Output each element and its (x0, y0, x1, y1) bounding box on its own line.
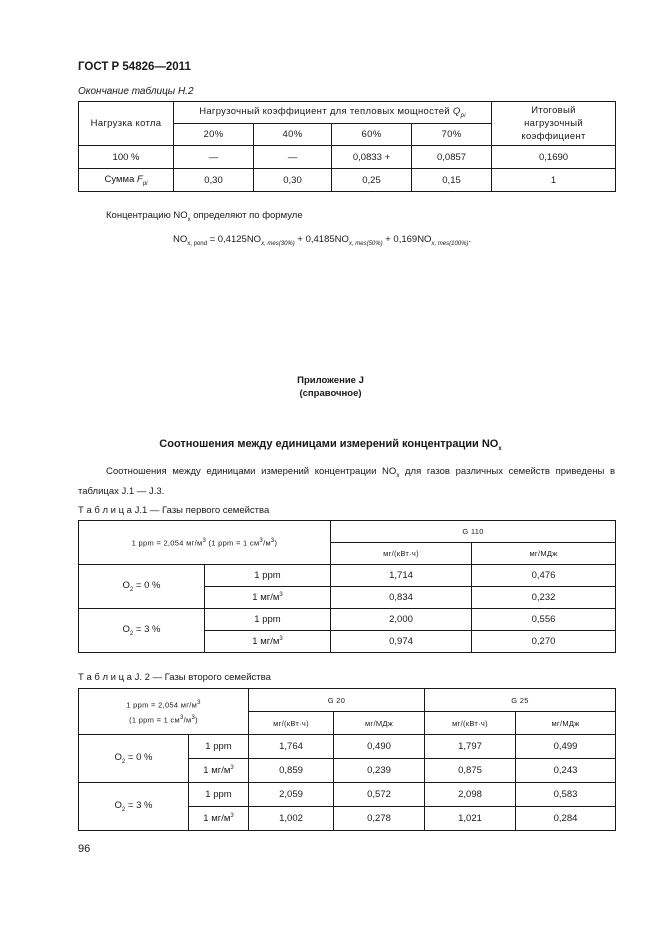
j2-header-unit-kwh: мг/(кВт·ч) (249, 712, 334, 735)
cell-70: 0,15 (412, 169, 492, 192)
header-pct-70: 70% (412, 124, 492, 146)
cell-70: 0,0857 (412, 146, 492, 169)
j1-group-o2-3: $O_2 = 3$ % (79, 609, 205, 653)
j2-cell: 1,797 (425, 735, 516, 759)
header-total-coefficient: Итоговый нагрузочный коэффициент (492, 102, 616, 146)
table-continuation-caption: Окончание таблицы Н.2 (78, 86, 194, 97)
header-load: Нагрузка котла (79, 102, 174, 146)
j2-cell: 0,243 (516, 759, 616, 783)
table-j1 (78, 520, 616, 653)
j2-cell: 0,875 (425, 759, 516, 783)
table-h2 (78, 101, 616, 192)
cell-40: — (254, 146, 332, 169)
j1-unit-ppm: 1 ppm (205, 565, 331, 587)
appendix-heading: Соотношения между единицами измерений концентрации $NO_x$ (159, 438, 502, 453)
j1-cell: 0,270 (472, 631, 616, 653)
j2-unit-mg: 1 $мг/м^3$ (189, 759, 249, 783)
j1-cell: 0,834 (331, 587, 472, 609)
j1-group-o2-0: $O_2 = 0$ % (79, 565, 205, 609)
j1-header-conversion: 1 ppm = 2,054 $мг/м^3$ (1 ppm = 1 $см^3/м^3$) (79, 521, 331, 565)
j1-cell: 2,000 (331, 609, 472, 631)
cell-20: — (174, 146, 254, 169)
table-j1-caption: Т а б л и ц а J.1 — Газы первого семейства (78, 505, 270, 516)
cell-20: 0,30 (174, 169, 254, 192)
header-pct-20: 20% (174, 124, 254, 146)
j1-unit-mg: 1 $мг/м^3$ (205, 631, 331, 653)
j2-cell: 0,278 (334, 807, 425, 831)
j2-header-unit-mj: мг/МДж (334, 712, 425, 735)
cell-60: 0,25 (332, 169, 412, 192)
j2-group-o2-0: $O_2 = 0$ % (79, 735, 189, 783)
j2-cell: 0,284 (516, 807, 616, 831)
cell-load: 100 % (79, 146, 174, 169)
table-row (79, 609, 616, 631)
table-j2-caption: Т а б л и ц а J. 2 — Газы второго семейства (78, 672, 271, 683)
j2-unit-mg: 1 $мг/м^3$ (189, 807, 249, 831)
header-coefficient: Нагрузочный коэффициент для тепловых мощностей $Q_{pi}$ (174, 102, 492, 124)
j1-cell: 1,714 (331, 565, 472, 587)
j2-header-conversion: 1 ppm = 2,054 $мг/м^3$ (1 ppm = 1 $см^3/м^3$) (79, 689, 249, 735)
j2-header-gas-g25: G 25 (425, 689, 616, 712)
nox-formula-intro: Концентрацию $NO_x$ определяют по формуле (106, 210, 303, 223)
cell-sum-label: Сумма $F_{pi}$ (79, 169, 174, 192)
header-pct-40: 40% (254, 124, 332, 146)
table-j2 (78, 688, 616, 831)
j1-header-unit-mj: мг/МДж (472, 543, 616, 565)
table-row (79, 146, 616, 169)
table-row (79, 783, 616, 807)
j1-header-unit-kwh: мг/(кВт·ч) (331, 543, 472, 565)
j2-cell: 0,239 (334, 759, 425, 783)
header-pct-60: 60% (332, 124, 412, 146)
j2-cell: 0,583 (516, 783, 616, 807)
j2-cell: 0,859 (249, 759, 334, 783)
j2-cell: 2,098 (425, 783, 516, 807)
j2-header-unit-kwh: мг/(кВт·ч) (425, 712, 516, 735)
j2-cell: 0,499 (516, 735, 616, 759)
intro-paragraph: Соотношения между единицами измерений концентрации $NO_x$ для газов различных семейств приведены в таблицах J.1 — J.3. (78, 466, 615, 497)
j2-group-o2-3: $O_2 = 3$ % (79, 783, 189, 831)
j2-header-gas-g20: G 20 (249, 689, 425, 712)
j2-unit-ppm: 1 ppm (189, 735, 249, 759)
j2-cell: 1,021 (425, 807, 516, 831)
standard-number: ГОСТ Р 54826—2011 (78, 61, 191, 73)
j1-cell: 0,974 (331, 631, 472, 653)
j1-unit-mg: 1 $мг/м^3$ (205, 587, 331, 609)
j2-header-unit-mj: мг/МДж (516, 712, 616, 735)
cell-total: 1 (492, 169, 616, 192)
j2-cell: 1,764 (249, 735, 334, 759)
j2-cell: 0,490 (334, 735, 425, 759)
table-row (79, 565, 616, 587)
j2-cell: 0,572 (334, 783, 425, 807)
page-number: 96 (78, 843, 91, 855)
nox-formula: $NO_{x, pond} = 0,4125NO_{x, mes(30\%)} + 0,4185NO_{x, mes(50\%)} + 0,169NO_{x, mes(100\%)}$. (173, 234, 472, 247)
j1-cell: 0,232 (472, 587, 616, 609)
appendix-title: Приложение J (справочное) (297, 375, 364, 399)
j2-unit-ppm: 1 ppm (189, 783, 249, 807)
table-row (79, 169, 616, 192)
j1-cell: 0,476 (472, 565, 616, 587)
j1-cell: 0,556 (472, 609, 616, 631)
cell-60: 0,0833 + (332, 146, 412, 169)
j2-cell: 1,002 (249, 807, 334, 831)
table-row (79, 735, 616, 759)
j2-cell: 2,059 (249, 783, 334, 807)
cell-40: 0,30 (254, 169, 332, 192)
cell-total: 0,1690 (492, 146, 616, 169)
j1-unit-ppm: 1 ppm (205, 609, 331, 631)
j1-header-gas: G 110 (331, 521, 616, 543)
